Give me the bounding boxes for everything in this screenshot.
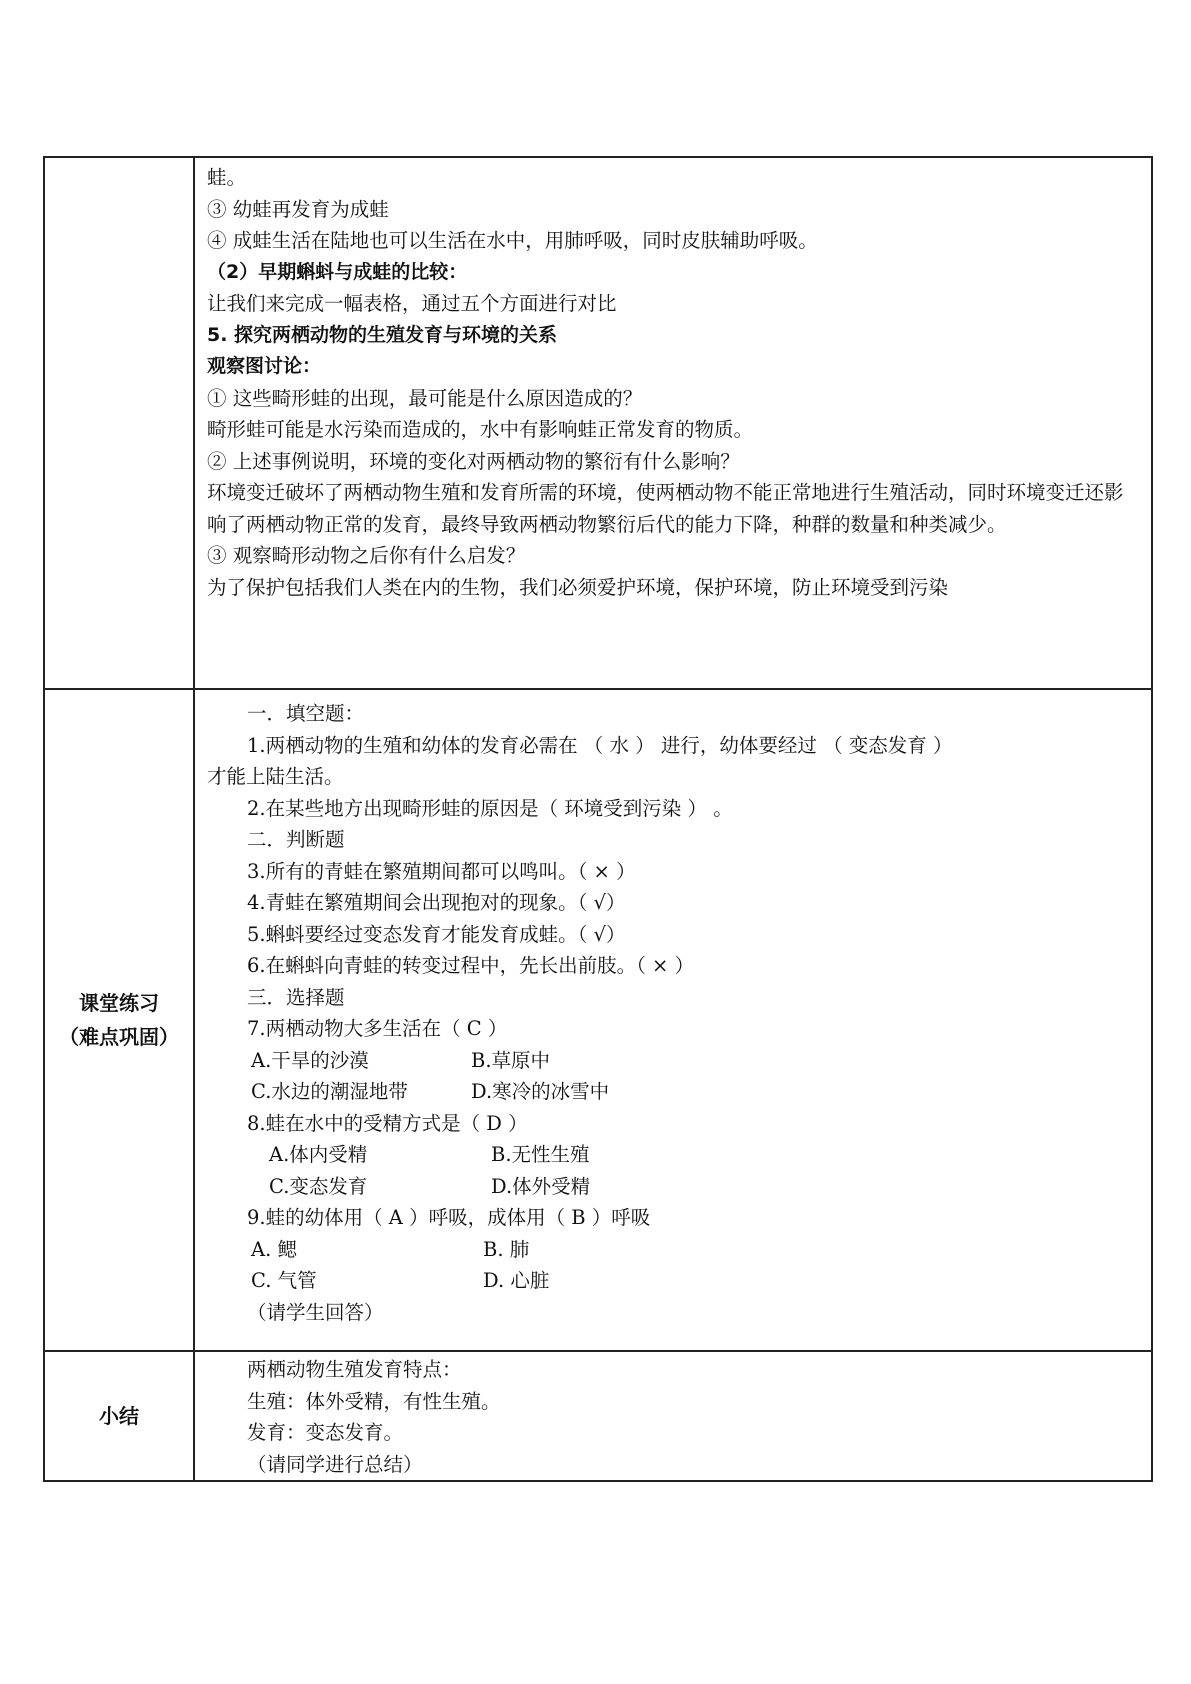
summary-label: 小结 <box>99 1404 139 1428</box>
options-row <box>207 1234 1141 1266</box>
exercise-heading: 三．选择题 <box>247 985 345 1009</box>
text-line: 蛙。 <box>207 166 247 189</box>
question-line: ① 这些畸形蛙的出现，最可能是什么原因造成的？ <box>207 386 643 410</box>
text-line: ③ 幼蛙再发育为成蛙 <box>207 197 389 221</box>
option-a: A.干旱的沙漠 <box>251 1048 369 1072</box>
lesson-table <box>43 156 1153 1482</box>
answer-line: 畸形蛙可能是水污染而造成的，水中有影响蛙正常发育的物质。 <box>207 418 754 441</box>
exercise-heading: 二．判断题 <box>247 828 345 851</box>
options-row <box>207 1076 1141 1108</box>
option-c: C.变态发育 <box>269 1174 368 1198</box>
content-cell-exercises <box>194 689 1152 1351</box>
question-7: 7.两栖动物大多生活在（ C ） <box>247 1017 508 1040</box>
summary-label-cell <box>44 1351 194 1481</box>
table-row-summary <box>44 1351 1152 1481</box>
option-c: C.水边的潮湿地带 <box>251 1080 408 1103</box>
option-d: D. 心脏 <box>483 1269 550 1292</box>
answer-line: 为了保护包括我们人类在内的生物，我们必须爱护环境，保护环境，防止环境受到污染 <box>207 575 949 599</box>
question-3: 3.所有的青蛙在繁殖期间都可以鸣叫。（ × ） <box>247 859 636 883</box>
exercise-label-cell <box>44 689 194 1351</box>
subheading: （2）早期蝌蚪与成蛙的比较： <box>207 260 468 283</box>
question-line: ③ 观察畸形动物之后你有什么启发？ <box>207 544 526 567</box>
question-6: 6.在蝌蚪向青蛙的转变过程中，先长出前肢。（ × ） <box>247 954 695 977</box>
exercise-sublabel: （难点巩固） <box>59 1025 179 1049</box>
option-c: C. 气管 <box>251 1269 317 1292</box>
summary-note: （请同学进行总结） <box>247 1452 423 1476</box>
option-a: A.体内受精 <box>269 1143 368 1166</box>
question-4: 4.青蛙在繁殖期间会出现抱对的现象。（ √） <box>247 891 626 914</box>
empty-label-cell <box>44 157 194 689</box>
text-line: ④ 成蛙生活在陆地也可以生活在水中，用肺呼吸，同时皮肤辅助呼吸。 <box>207 229 818 252</box>
option-d: D.寒冷的冰雪中 <box>471 1080 610 1103</box>
content-cell-summary <box>194 1351 1152 1481</box>
option-a: A. 鳃 <box>251 1237 297 1261</box>
question-2: 2.在某些地方出现畸形蛙的原因是（ 环境受到污染 ） 。 <box>247 796 733 820</box>
subheading: 观察图讨论： <box>207 355 322 377</box>
exercise-heading: 一．填空题： <box>247 702 365 725</box>
option-d: D.体外受精 <box>491 1174 591 1198</box>
options-row <box>207 1045 1141 1077</box>
exercise-label: 课堂练习 <box>79 991 159 1015</box>
options-row <box>207 1265 1141 1297</box>
table-row-continuation <box>44 157 1152 689</box>
summary-line: 生殖：体外受精，有性生殖。 <box>247 1389 501 1413</box>
question-1-continued: 才能上陆生活。 <box>207 765 344 788</box>
option-b: B.草原中 <box>471 1048 551 1072</box>
text-line: 让我们来完成一幅表格，通过五个方面进行对比 <box>207 292 617 315</box>
exercise-note: （请学生回答） <box>247 1300 384 1324</box>
section-heading: 5. 探究两栖动物的生殖发育与环境的关系 <box>207 323 558 346</box>
question-1: 1.两栖动物的生殖和幼体的发育必需在 （ 水 ） 进行，幼体要经过 （ 变态发育 ） <box>247 733 953 757</box>
question-5: 5.蝌蚪要经过变态发育才能发育成蛙。（ √） <box>247 922 626 946</box>
options-row <box>207 1139 1141 1171</box>
answer-paragraph: 环境变迁破坏了两栖动物生殖和发育所需的环境，使两栖动物不能正常地进行生殖活动，同时环境变迁还影响了两栖动物正常的发育，最终导致两栖动物繁衍后代的能力下降，种群的数量和种类减少。 <box>207 481 1124 536</box>
question-9: 9.蛙的幼体用（ A ）呼吸，成体用（ B ）呼吸 <box>247 1206 651 1229</box>
options-row <box>207 1171 1141 1203</box>
content-cell-continuation <box>194 157 1152 689</box>
question-line: ② 上述事例说明，环境的变化对两栖动物的繁衍有什么影响？ <box>207 449 740 473</box>
option-b: B.无性生殖 <box>491 1143 590 1166</box>
summary-line: 发育：变态发育。 <box>247 1421 404 1444</box>
question-8: 8.蛙在水中的受精方式是（ D ） <box>247 1111 528 1135</box>
summary-line: 两栖动物生殖发育特点： <box>247 1358 462 1381</box>
table-row-exercises <box>44 689 1152 1351</box>
option-b: B. 肺 <box>483 1237 530 1261</box>
